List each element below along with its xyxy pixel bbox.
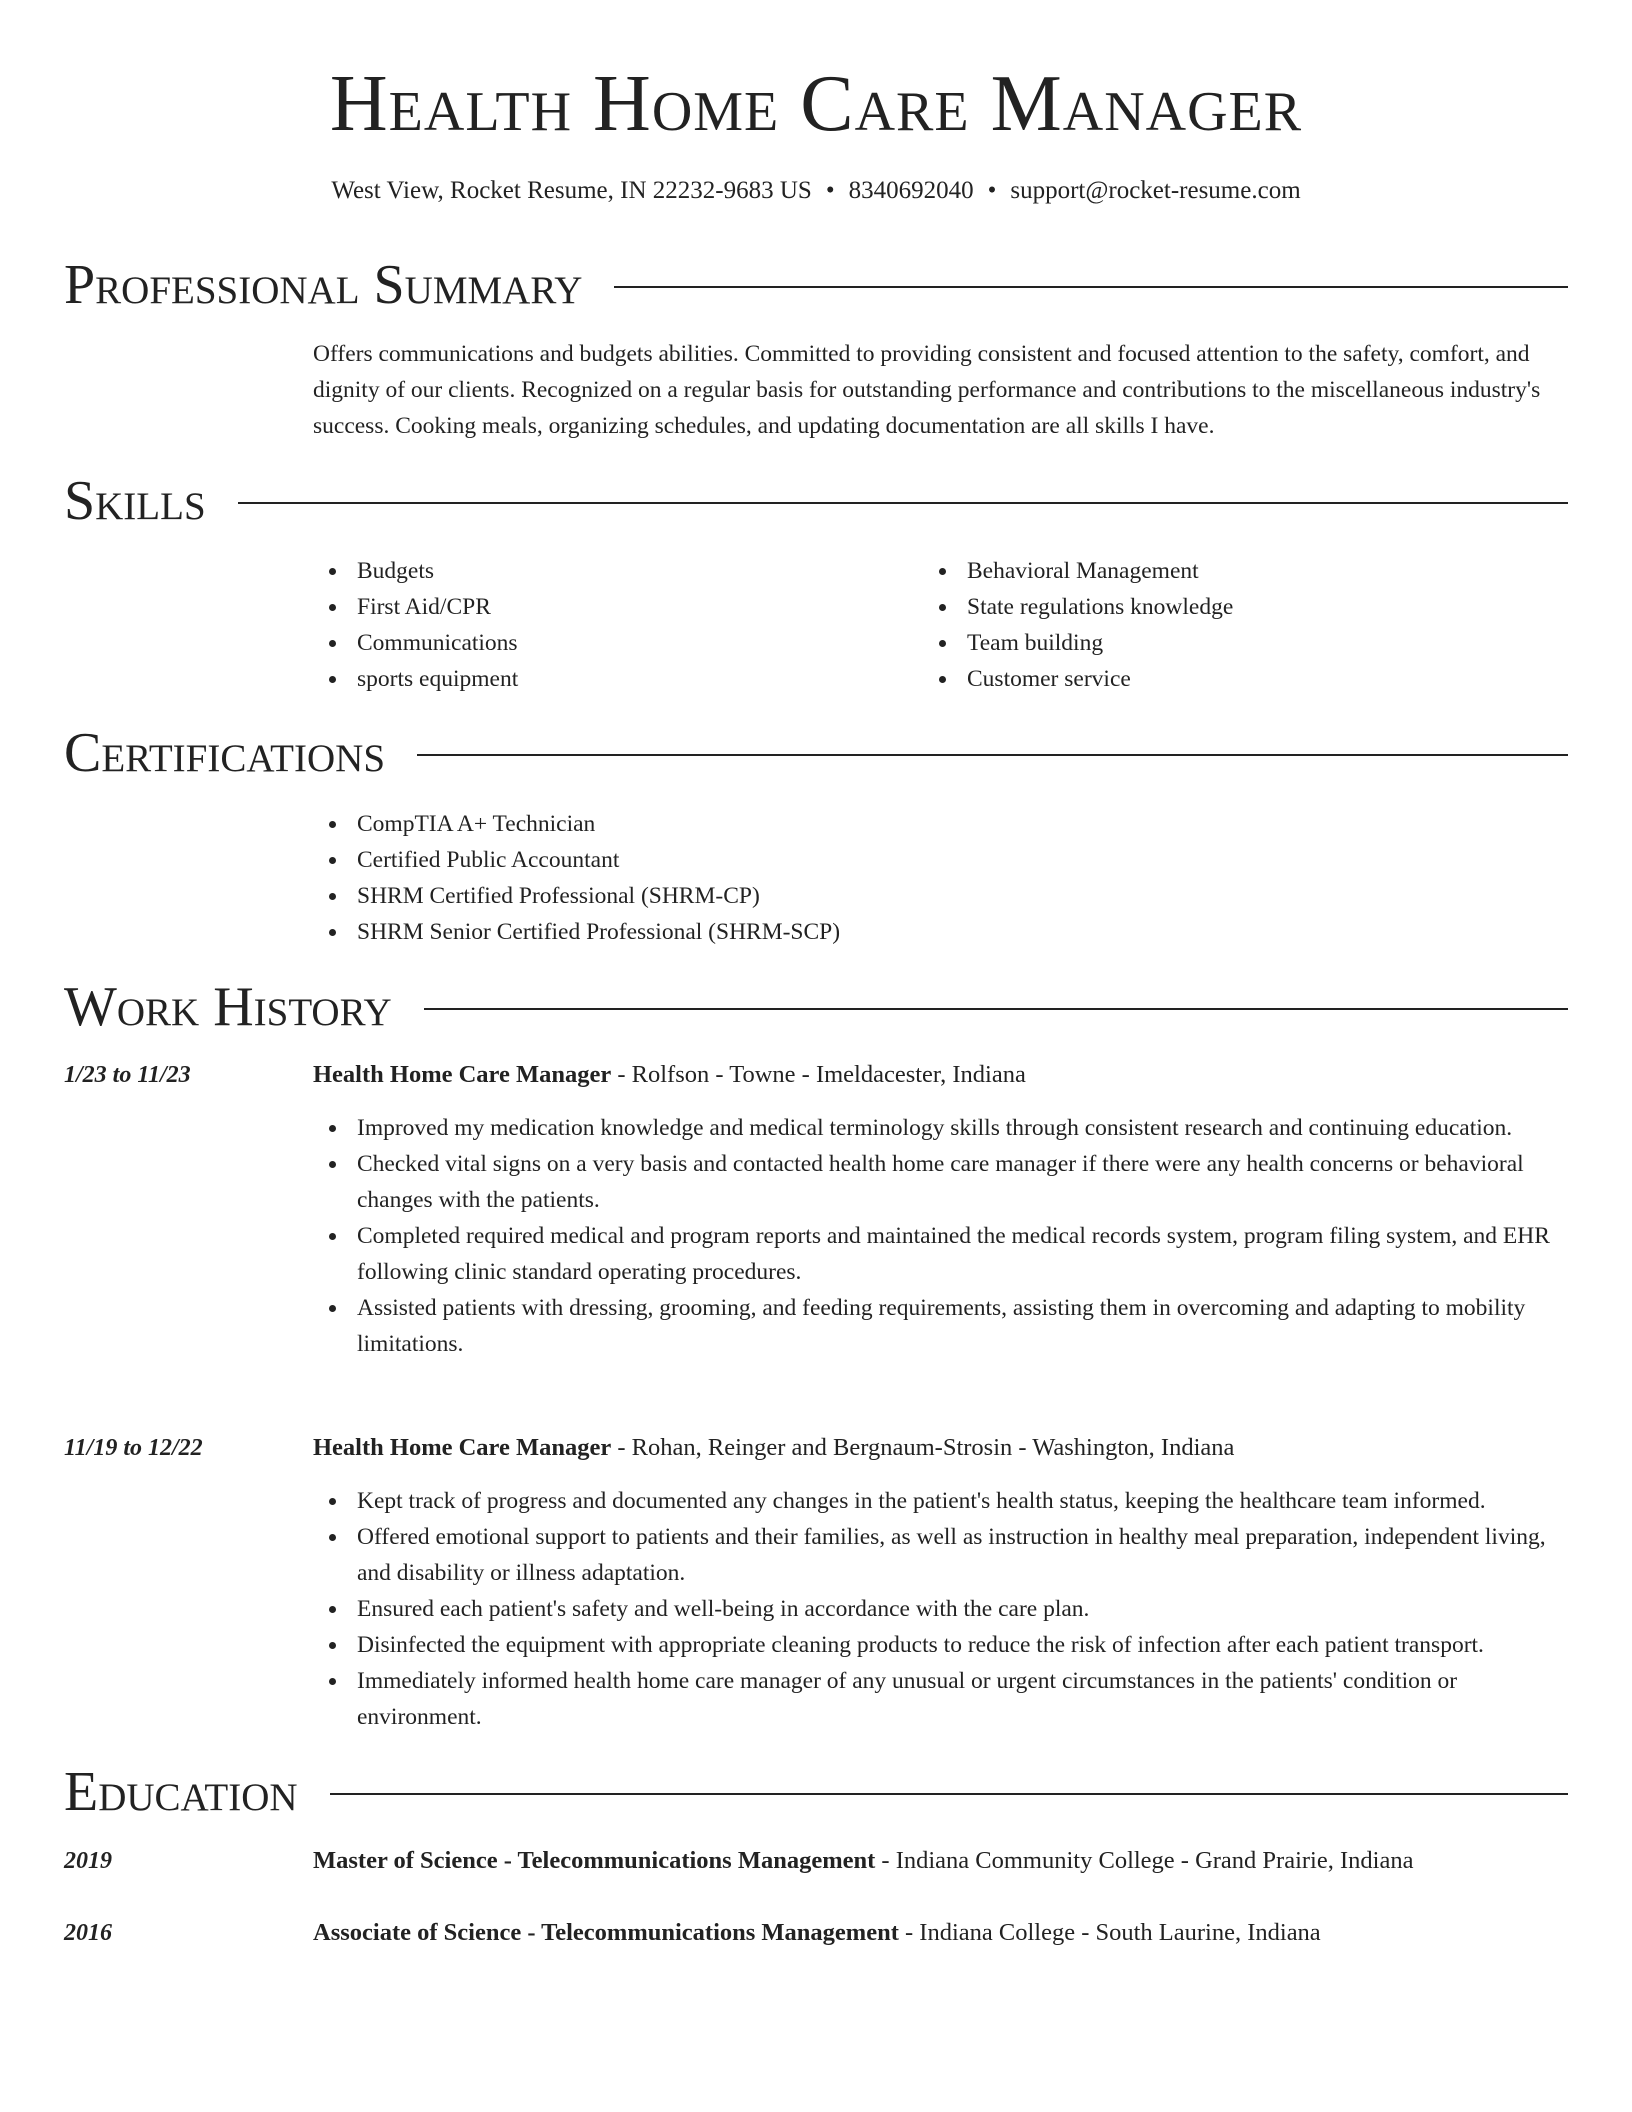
education-school: - Indiana College - South Laurine, Indiana	[898, 1919, 1321, 1946]
certification-item: SHRM Certified Professional (SHRM-CP)	[313, 878, 1513, 914]
job-bullet: Offered emotional support to patients and their families, as well as instruction in healthy meal preparation, independent living, and disability or illness adaptation.	[313, 1519, 1568, 1591]
section-divider	[614, 286, 1568, 288]
section-divider	[417, 754, 1568, 756]
certification-item: SHRM Senior Certified Professional (SHRM-SCP)	[313, 914, 1513, 950]
job-heading	[313, 1430, 1568, 1466]
certification-item: CompTIA A+ Technician	[313, 806, 1513, 842]
section-divider	[424, 1008, 1568, 1010]
certification-item: Certified Public Accountant	[313, 842, 1513, 878]
candidate-name: Health Home Care Manager	[329, 60, 1303, 148]
work-section-title: Work History	[64, 976, 392, 1038]
job-bullets	[313, 1483, 1568, 1735]
summary-text: Offers communications and budgets abilities. Committed to providing consistent and focused attention to the safety, comfort, and dignity of our clients. Recognized on a regular basis for outstanding performance and contributions to the miscellaneous industry's success. Cooking meals, organizing schedules, and updating documentation are all skills I have.	[313, 341, 1541, 439]
skill-item: Team building	[923, 625, 1523, 661]
education-degree: Master of Science - Telecommunications Management	[313, 1847, 876, 1874]
education-section-header	[64, 1757, 1568, 1827]
contact-line	[0, 174, 1632, 208]
job-bullet: Completed required medical and program reports and maintained the medical records system, program filing system, and EHR following clinic standard operating procedures.	[313, 1218, 1568, 1290]
skill-item: sports equipment	[313, 661, 913, 697]
education-section-title: Education	[64, 1761, 298, 1823]
job-title: Health Home Care Manager	[313, 1061, 612, 1088]
contact-separator: •	[825, 177, 835, 204]
education-school: - Indiana Community College - Grand Prairie, Indiana	[875, 1847, 1414, 1874]
job-bullet: Kept track of progress and documented any changes in the patient's health status, keeping the healthcare team informed.	[313, 1483, 1568, 1519]
contact-phone: 8340692040	[848, 177, 974, 204]
job-dates: 1/23 to 11/23	[64, 1062, 191, 1088]
job-bullet: Disinfected the equipment with appropriate cleaning products to reduce the risk of infection after each patient transport.	[313, 1627, 1568, 1663]
skill-item: Communications	[313, 625, 913, 661]
contact-email: support@rocket-resume.com	[1010, 177, 1301, 204]
skills-section-title: Skills	[64, 470, 206, 532]
section-divider	[330, 1793, 1568, 1795]
certifications-section-header	[64, 718, 1568, 788]
certifications-list	[313, 806, 1513, 950]
skill-item: Budgets	[313, 553, 913, 589]
job-bullets	[313, 1110, 1568, 1362]
education-degree: Associate of Science - Telecommunications Management	[313, 1919, 899, 1946]
skills-list-left	[313, 553, 913, 697]
skill-item: Customer service	[923, 661, 1523, 697]
education-year: 2019	[64, 1848, 112, 1874]
job-heading	[313, 1057, 1568, 1093]
skills-list-right	[923, 553, 1523, 697]
contact-address: West View, Rocket Resume, IN 22232-9683 US	[331, 177, 812, 204]
education-heading	[313, 1843, 1568, 1879]
job-bullet: Checked vital signs on a very basis and contacted health home care manager if there were any health concerns or behavioral changes with the patients.	[313, 1146, 1568, 1218]
job-bullet: Improved my medication knowledge and medical terminology skills through consistent research and continuing education.	[313, 1110, 1568, 1146]
skill-item: Behavioral Management	[923, 553, 1523, 589]
skill-item: State regulations knowledge	[923, 589, 1523, 625]
section-divider	[238, 502, 1568, 504]
skills-section-header	[64, 466, 1568, 536]
contact-separator: •	[987, 177, 997, 204]
summary-section-header	[64, 250, 1568, 320]
education-year: 2016	[64, 1920, 112, 1946]
job-bullet: Immediately informed health home care manager of any unusual or urgent circumstances in the patients' condition or environment.	[313, 1663, 1568, 1735]
job-title: Health Home Care Manager	[313, 1434, 612, 1461]
skill-item: First Aid/CPR	[313, 589, 913, 625]
job-dates: 11/19 to 12/22	[64, 1435, 203, 1461]
work-section-header	[64, 972, 1568, 1042]
job-employer: - Rolfson - Towne - Imeldacester, Indiana	[611, 1061, 1026, 1088]
certifications-section-title: Certifications	[64, 722, 386, 784]
job-employer: - Rohan, Reinger and Bergnaum-Strosin - Washington, Indiana	[611, 1434, 1235, 1461]
job-bullet: Assisted patients with dressing, grooming, and feeding requirements, assisting them in overcoming and adapting to mobility limitations.	[313, 1290, 1568, 1362]
job-bullet: Ensured each patient's safety and well-being in accordance with the care plan.	[313, 1591, 1568, 1627]
summary-section-title: Professional Summary	[64, 254, 583, 316]
education-heading	[313, 1915, 1568, 1951]
